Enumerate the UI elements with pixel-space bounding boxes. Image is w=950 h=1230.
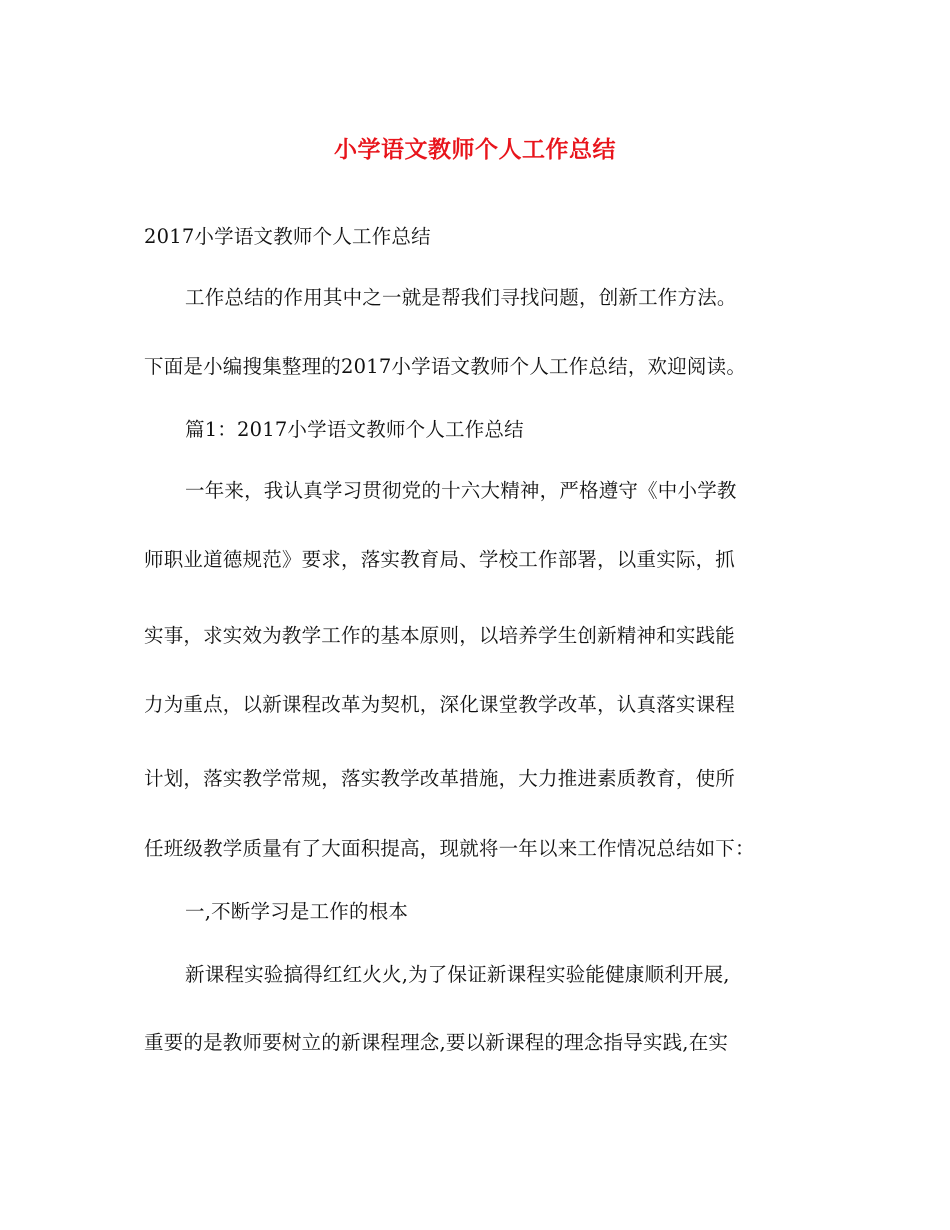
section-heading: 一,不断学习是工作的根本 <box>185 900 409 923</box>
paragraph-line: 计划，落实教学常规，落实教学改革措施，大力推进素质教育，使所 <box>144 767 736 790</box>
subtitle-line: 2017小学语文教师个人工作总结 <box>144 225 431 248</box>
paragraph-line: 力为重点，以新课程改革为契机，深化课堂教学改革，认真落实课程 <box>144 693 736 716</box>
paragraph-line: 一年来，我认真学习贯彻党的十六大精神，严格遵守《中小学教 <box>185 479 737 502</box>
paragraph-line: 师职业道德规范》要求，落实教育局、学校工作部署，以重实际，抓 <box>144 548 736 571</box>
paragraph-line: 重要的是教师要树立的新课程理念,要以新课程的理念指导实践,在实 <box>144 1031 729 1054</box>
paragraph-line: 工作总结的作用其中之一就是帮我们寻找问题，创新工作方法。 <box>185 286 737 309</box>
paragraph-line: 下面是小编搜集整理的2017小学语文教师个人工作总结，欢迎阅读。 <box>144 355 747 378</box>
paragraph-line: 任班级教学质量有了大面积提高，现就将一年以来工作情况总结如下： <box>144 837 755 860</box>
document-title: 小学语文教师个人工作总结 <box>334 136 616 163</box>
section-heading: 篇1：2017小学语文教师个人工作总结 <box>185 418 524 441</box>
paragraph-line: 新课程实验搞得红红火火,为了保证新课程实验能健康顺利开展, <box>185 963 730 986</box>
paragraph-line: 实事，求实效为教学工作的基本原则，以培养学生创新精神和实践能 <box>144 624 736 647</box>
